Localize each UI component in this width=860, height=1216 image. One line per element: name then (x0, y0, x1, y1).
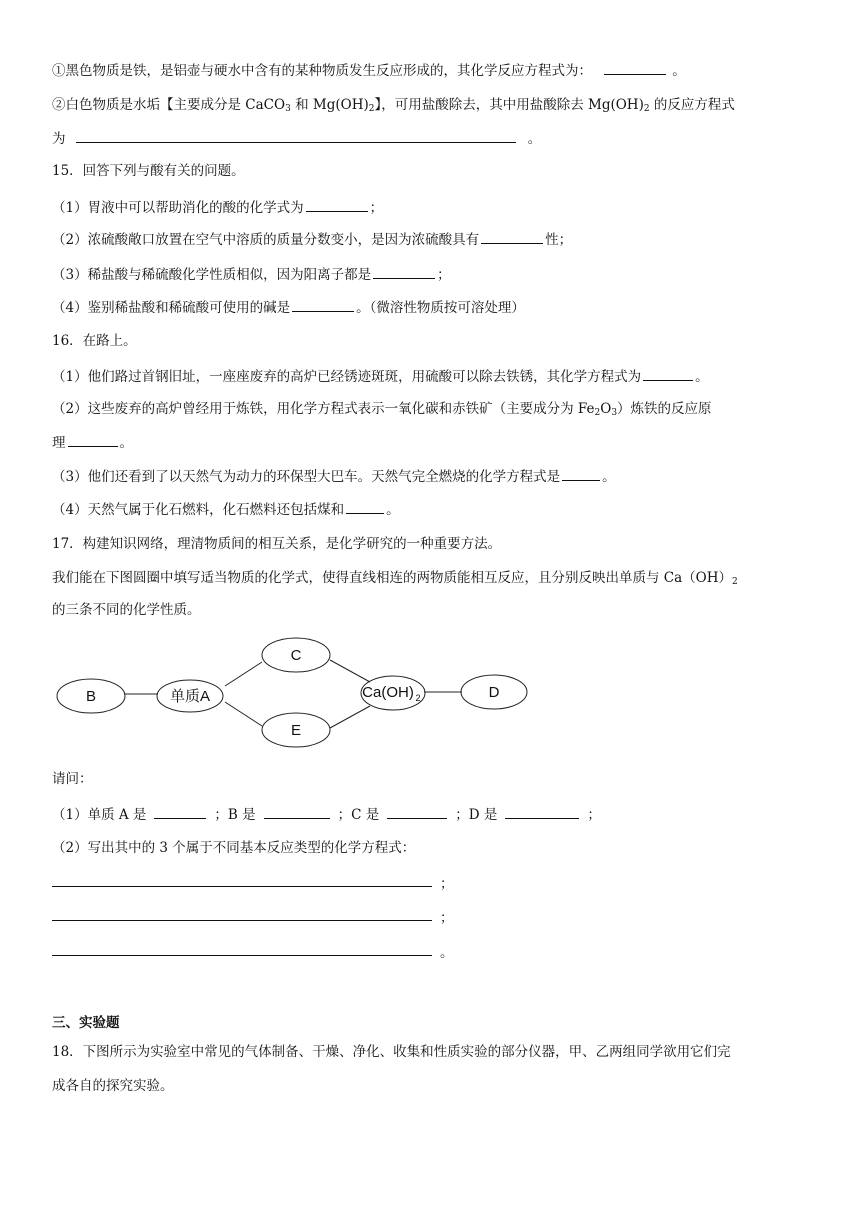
node-E-label: E (290, 722, 302, 739)
question-17-ask: 请问： (52, 771, 93, 787)
equation-line-1-punct: ； (440, 876, 454, 892)
question-16-2-cont: 理 。 (52, 435, 133, 451)
question-17-1: （1）单质 A 是 ；B 是 ；C 是 ；D 是 ； (52, 807, 601, 823)
question-17-title: 17．构建知识网络，理清物质间的相互关系，是化学研究的一种重要方法。 (52, 536, 502, 552)
link-A-E (225, 702, 262, 726)
node-CaOH2-subscript: 2 (415, 693, 421, 703)
equation-line-3[interactable] (52, 955, 432, 956)
question-16-2: （2）这些废弃的高炉曾经用于炼铁，用化学方程式表示一氧化碳和赤铁矿（主要成分为 $Fe_2O_3$）炼铁的反应原 (52, 401, 712, 418)
node-B-label: B (85, 688, 97, 705)
node-A-label: 单质A (169, 688, 211, 705)
equation-line-1[interactable] (52, 886, 432, 887)
question-16-3: （3）他们还看到了以天然气为动力的环保型大巴车。天然气完全燃烧的化学方程式是 。 (52, 469, 616, 485)
question-18-line-2: 成各自的探究实验。 (52, 1078, 174, 1094)
answer-blank[interactable] (373, 265, 435, 279)
equation-line-2-punct: ； (440, 910, 454, 926)
answer-blank-A[interactable] (154, 805, 206, 819)
question-15-2: （2）浓硫酸敞口放置在空气中溶质的质量分数变小，是因为浓硫酸具有 性； (52, 232, 573, 248)
link-E-CaOH2 (330, 706, 370, 728)
equation-line-2[interactable] (52, 920, 432, 921)
question-17-2: （2）写出其中的 3 个属于不同基本反应类型的化学方程式： (52, 840, 416, 856)
answer-blank[interactable] (68, 433, 118, 447)
answer-blank[interactable] (346, 500, 384, 514)
question-17-desc-2: 的三条不同的化学性质。 (52, 602, 201, 618)
answer-blank[interactable] (481, 230, 543, 244)
answer-blank-C[interactable] (387, 805, 447, 819)
question-15-title: 15．回答下列与酸有关的问题。 (52, 163, 245, 179)
question-16-4: （4）天然气属于化石燃料，化石燃料还包括煤和 。 (52, 502, 400, 518)
link-C-CaOH2 (330, 660, 370, 682)
question-15-1: （1）胃液中可以帮助消化的酸的化学式为 ； (52, 200, 384, 216)
node-C-label: C (290, 647, 302, 664)
answer-blank[interactable] (292, 298, 354, 312)
node-D-label: D (488, 684, 500, 701)
answer-blank[interactable] (562, 467, 600, 481)
substance-network-diagram (50, 630, 550, 750)
question-14-part-2-cont: 为 。 (52, 131, 542, 147)
question-14-part-2: ②白色物质是水垢【主要成分是 CaCO$_3$ 和 $Mg(OH)_2$】，可用盐酸除去，其中用盐酸除去 $Mg(OH)_2$ 的反应方程式 (52, 97, 735, 114)
answer-blank-D[interactable] (505, 805, 579, 819)
answer-blank[interactable] (604, 61, 666, 75)
answer-blank[interactable] (643, 367, 693, 381)
question-14-part-1: ①黑色物质是铁，是铝壶与硬水中含有的某种物质发生反应形成的，其化学反应方程式为： 。 (52, 63, 686, 79)
question-15-3: （3）稀盐酸与稀硫酸化学性质相似，因为阳离子都是 ； (52, 267, 451, 283)
answer-blank[interactable] (76, 129, 516, 143)
question-15-4: （4）鉴别稀盐酸和稀硫酸可使用的碱是 。（微溶性物质按可溶处理） (52, 300, 525, 316)
answer-blank[interactable] (306, 198, 368, 212)
node-CaOH2-label: Ca(OH) (362, 684, 414, 701)
equation-line-3-punct: 。 (440, 945, 454, 961)
question-18-line-1: 18．下图所示为实验室中常见的气体制备、干燥、净化、收集和性质实验的部分仪器，甲、乙两组同学欲用它们完 (52, 1044, 731, 1060)
question-16-1: （1）他们路过首钢旧址，一座座废弃的高炉已经锈迹斑斑，用硫酸可以除去铁锈，其化学方程式为 。 (52, 369, 709, 385)
question-16-title: 16．在路上。 (52, 333, 137, 349)
answer-blank-B[interactable] (264, 805, 330, 819)
link-A-C (225, 662, 262, 686)
section-heading: 三、实验题 (52, 1015, 120, 1031)
question-17-desc-1: 我们能在下图圆圈中填写适当物质的化学式，使得直线相连的两物质能相互反应，且分别反映出单质与 $Ca(OH)_2$ (52, 570, 738, 587)
